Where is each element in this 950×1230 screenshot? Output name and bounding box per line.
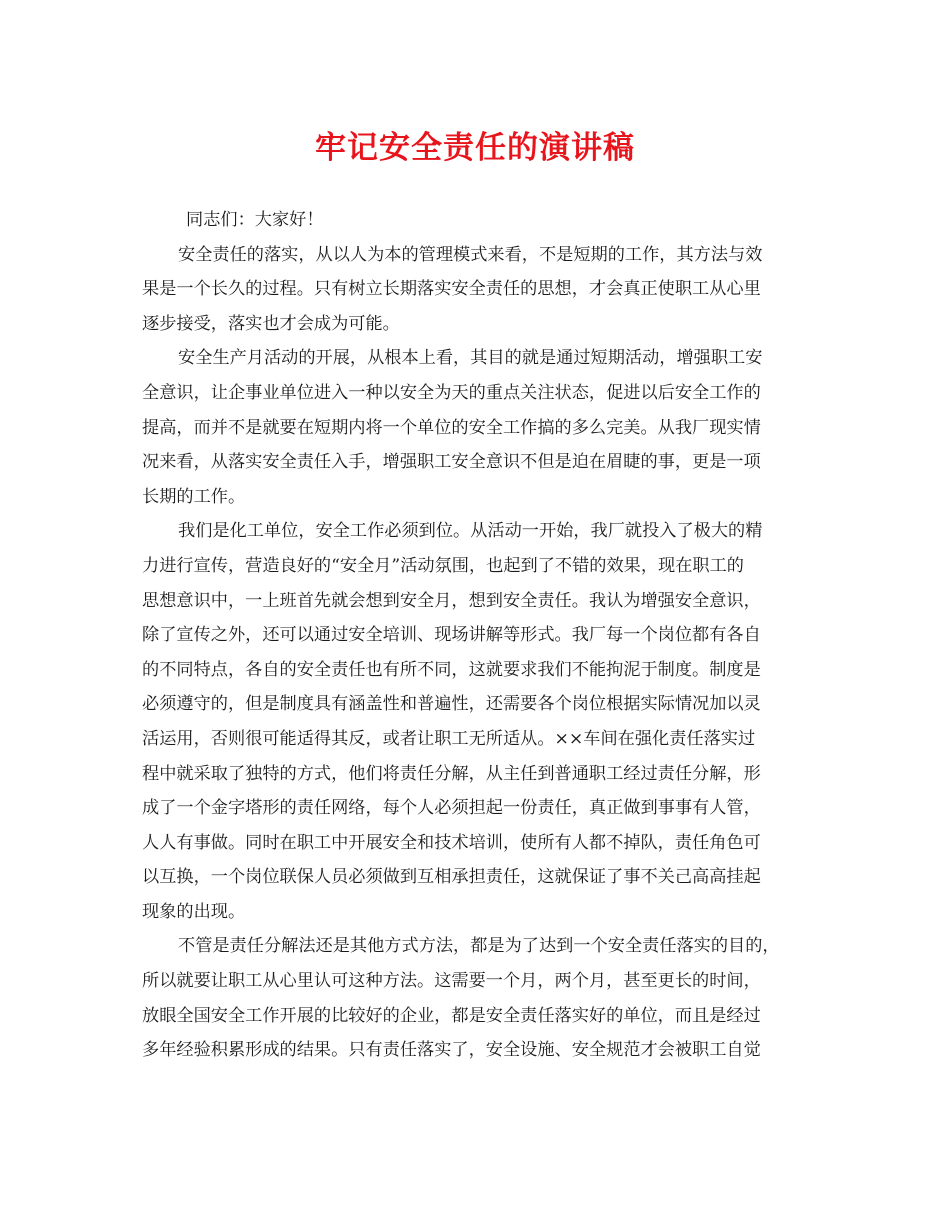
- document-title: 牢记安全责任的演讲稿: [315, 130, 635, 166]
- paragraph-line: 以互换，一个岗位联保人员必须做到互相承担责任，这就保证了事不关己高高挂起: [142, 867, 761, 888]
- paragraph-line: 所以就要让职工从心里认可这种方法。这需要一个月，两个月，甚至更长的时间，: [142, 971, 761, 992]
- paragraph-line: 果是一个长久的过程。只有树立长期落实安全责任的思想，才会真正使职工从心里: [142, 279, 761, 300]
- paragraph-line: 安全责任的落实，从以人为本的管理模式来看，不是短期的工作，其方法与效: [178, 244, 763, 265]
- paragraph-line: 活运用，否则很可能适得其反，或者让职工无所适从。××车间在强化责任落实过: [142, 728, 756, 749]
- paragraph-line: 不管是责任分解法还是其他方式方法，都是为了达到一个安全责任落实的目的，: [178, 936, 780, 957]
- paragraph-line: 全意识，让企事业单位进入一种以安全为天的重点关注状态，促进以后安全工作的: [142, 382, 761, 403]
- paragraph-line: 况来看，从落实安全责任入手，增强职工安全意识不但是迫在眉睫的事，更是一项: [142, 452, 761, 473]
- paragraph-line: 程中就采取了独特的方式，他们将责任分解，从主任到普通职工经过责任分解，形: [142, 763, 761, 784]
- paragraph-2: [142, 341, 822, 514]
- document-body: [142, 203, 822, 1068]
- paragraph-line: 人人有事做。同时在职工中开展安全和技术培训，使所有人都不掉队，责任角色可: [142, 832, 761, 853]
- paragraph-line: 必须遵守的，但是制度具有涵盖性和普遍性，还需要各个岗位根据实际情况加以灵: [142, 694, 761, 715]
- paragraph-line: 长期的工作。: [142, 486, 246, 507]
- paragraph-line: 思想意识中，一上班首先就会想到安全月，想到安全责任。我认为增强安全意识，: [142, 590, 761, 611]
- paragraph-line: 我们是化工单位，安全工作必须到位。从活动一开始，我厂就投入了极大的精: [178, 521, 763, 542]
- paragraph-4: [142, 929, 822, 1067]
- paragraph-line: 力进行宣传，营造良好的“安全月”活动氛围，也起到了不错的效果，现在职工的: [142, 555, 744, 576]
- paragraph-line: 逐步接受，落实也才会成为可能。: [142, 313, 400, 334]
- paragraph-line: 的不同特点，各自的安全责任也有所不同，这就要求我们不能拘泥于制度。制度是: [142, 659, 761, 680]
- paragraph-line: 放眼全国安全工作开展的比较好的企业，都是安全责任落实好的单位，而且是经过: [142, 1005, 761, 1026]
- paragraph-line: 成了一个金字塔形的责任网络，每个人必须担起一份责任，真正做到事事有人管，: [142, 798, 761, 819]
- paragraph-1: [142, 238, 822, 342]
- paragraph-line: 安全生产月活动的开展，从根本上看，其目的就是通过短期活动，增强职工安: [178, 348, 763, 369]
- paragraph-line: 除了宣传之外，还可以通过安全培训、现场讲解等形式。我厂每一个岗位都有各自: [142, 625, 761, 646]
- greeting: 同志们：大家好！: [186, 210, 324, 230]
- paragraph-line: 现象的出现。: [142, 901, 246, 922]
- paragraph-3: [142, 514, 822, 929]
- paragraph-line: 多年经验积累形成的结果。只有责任落实了，安全设施、安全规范才会被职工自觉: [142, 1040, 761, 1061]
- paragraph-line: 提高，而并不是就要在短期内将一个单位的安全工作搞的多么完美。从我厂现实情: [142, 417, 761, 438]
